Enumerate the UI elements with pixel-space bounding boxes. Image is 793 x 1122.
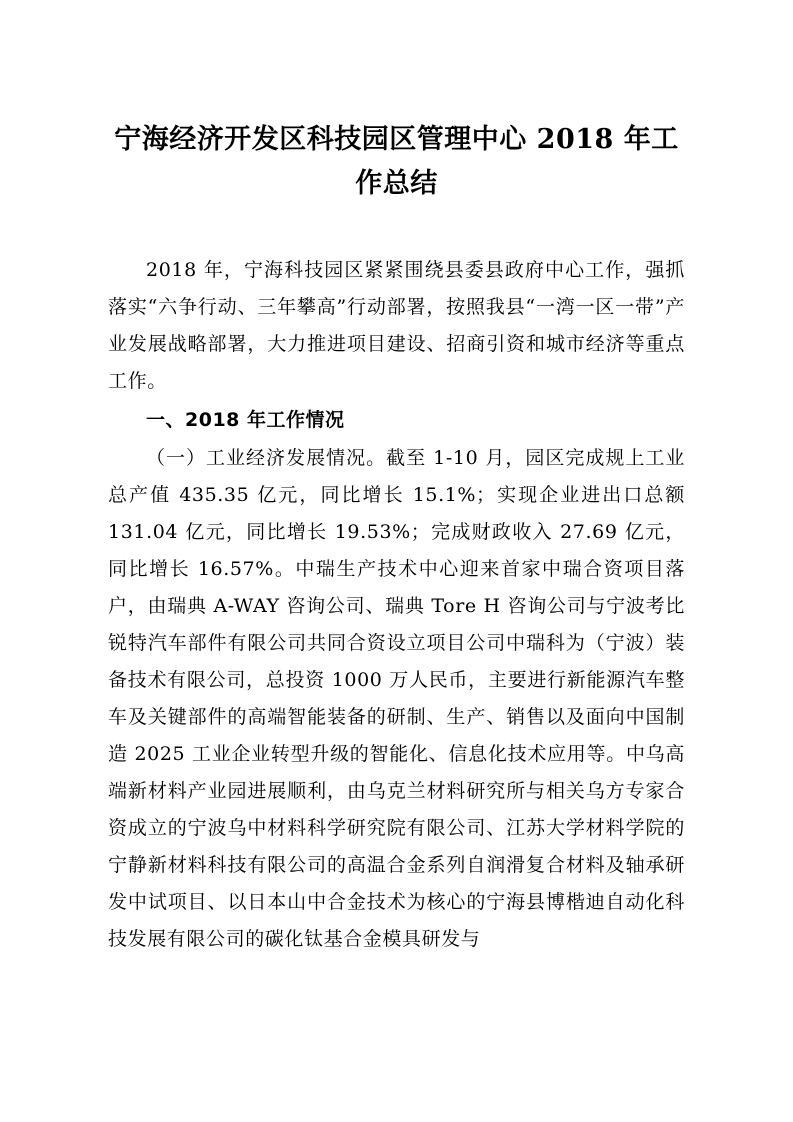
title-spacer <box>108 206 685 252</box>
section-heading-one: 一、2018 年工作情况 <box>146 409 345 431</box>
subsection-industrial-economy: （一）工业经济发展情况。截至 1-10 月，园区完成规上工业总产值 435.35 亿元，同比增长 15.1%；实现企业进出口总额 131.04 亿元，同比增长 19.53%；完成财政收入 27.69 亿元，同比增长 16.57%。中瑞生产技术中心迎来首家中瑞合资项目落户，由瑞典 A-WAY 咨询公司、瑞典 Tore H 咨询公司与宁波考比锐特汽车部件有限公司共同合资设立项目公司中瑞科为（宁波）装备技术有限公司，总投资 1000 万人民币，主要进行新能源汽车整车及关键部件的高端智能装备的研制、生产、销售以及面向中国制造 2025 工业企业转型升级的智能化、信息化技术应用等。中乌高端新材料产业园进展顺利，由乌克兰材料研究所与相关乌方专家合资成立的宁波乌中材料科学研究院有限公司、江苏大学材料学院的宁静新材料科技有限公司的高温合金系列自润滑复合材料及轴承研发中试项目、以日本山中合金技术为核心的宁海县博楷迪自动化科技发展有限公司的碳化钛基合金模具研发与 <box>108 447 685 950</box>
intro-paragraph: 2018 年，宁海科技园区紧紧围绕县委县政府中心工作，强抓落实“六争行动、三年攀高”行动部署，按照我县“一湾一区一带”产业发展战略部署，大力推进项目建设、招商引资和城市经济等重点工作。 <box>108 259 685 392</box>
page-title: 宁海经济开发区科技园区管理中心 2018 年工作总结 <box>114 124 679 199</box>
